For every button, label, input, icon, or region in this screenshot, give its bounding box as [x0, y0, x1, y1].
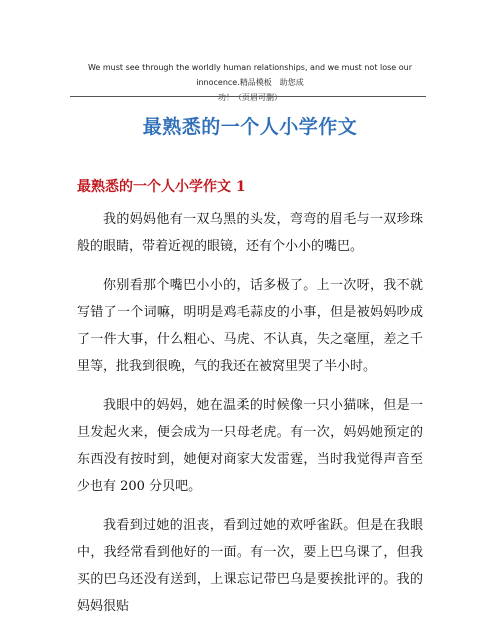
header-line-1: We must see through the worldly human relationships, and we must not lose our innocence.精品模板 助您成 — [87, 63, 413, 87]
section-title: 最熟悉的一个人小学作文 1 — [77, 179, 246, 195]
page-header — [70, 60, 430, 105]
document-title: 最熟悉的一个人小学作文 — [142, 116, 358, 138]
header-divider — [70, 96, 426, 97]
paragraph-3: 我眼中的妈妈，她在温柔的时候像一只小猫咪，但是一旦发起火来，便会成为一只母老虎。有一次，妈妈她预定的东西没有按时到，她便对商家大发雷霆，当时我觉得声音至少也有 200 分贝吧。 — [77, 398, 423, 494]
paragraph-4: 我看到过她的沮丧，看到过她的欢呼雀跃。但是在我眼中，我经常看到他好的一面。有一次，要上巴乌课了，但我买的巴乌还没有送到，上课忘记带巴乌是要挨批评的。我的妈妈很贴 — [77, 518, 423, 614]
paragraph-1: 我的妈妈他有一双乌黑的头发，弯弯的眉毛与一双珍珠般的眼睛，带着近视的眼镜，还有个小小的嘴巴。 — [77, 212, 423, 254]
essay-body — [77, 206, 423, 632]
paragraph-2: 你别看那个嘴巴小小的，话多极了。上一次呀，我不就写错了一个词嘛，明明是鸡毛蒜皮的小事，但是被妈妈吵成了一件大事，什么粗心、马虎、不认真，失之毫厘，差之千里等，批我到很晚，气的我还在被窝里哭了半小时。 — [77, 278, 423, 374]
header-line-2: 功！（页眉可删） — [218, 93, 282, 102]
